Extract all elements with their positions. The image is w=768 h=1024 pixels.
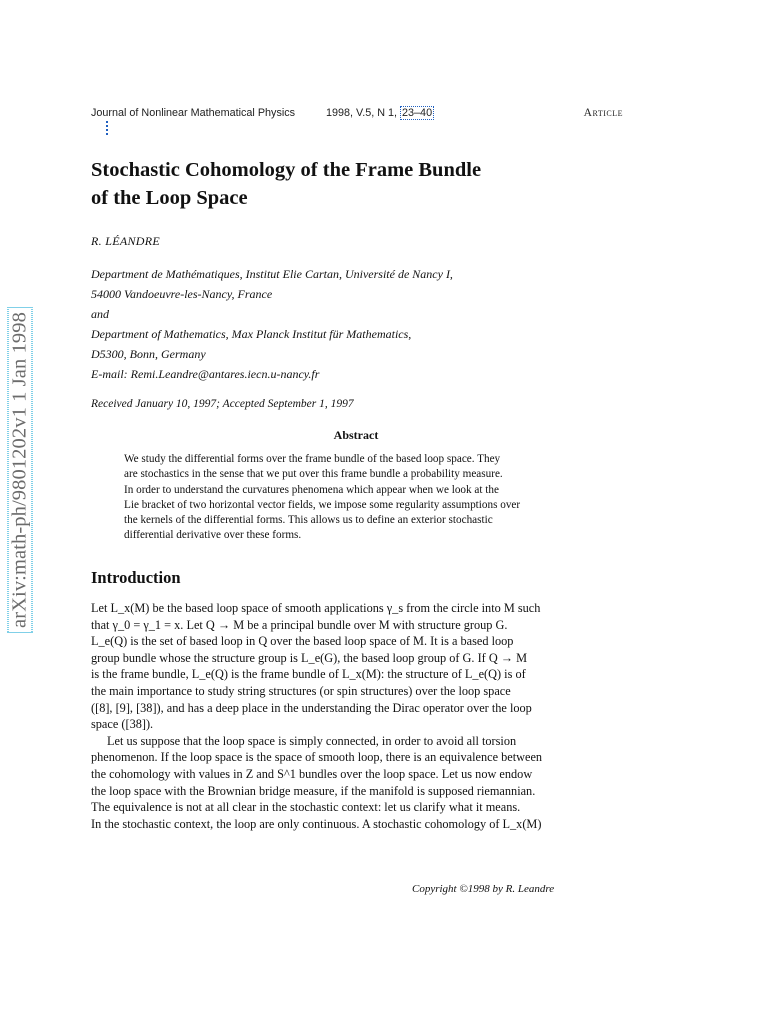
affiliation-line: D5300, Bonn, Germany bbox=[91, 347, 206, 361]
abstract-line: In order to understand the curvatures phenomena which appear when we look at the bbox=[124, 483, 499, 496]
body-line: In the stochastic context, the loop are only continuous. A stochastic cohomology of L_x(M) bbox=[91, 816, 542, 831]
body-line: ([8], [9], [38]), and has a deep place in the understanding the Dirac operator over the loop bbox=[91, 700, 532, 715]
body-line: Let us suppose that the loop space is simply connected, in order to avoid all torsion bbox=[107, 733, 517, 748]
body-line: the main importance to study string structures (or spin structures) over the loop space bbox=[91, 683, 511, 698]
title-line-1: Stochastic Cohomology of the Frame Bundle bbox=[91, 159, 482, 181]
body-line: L_e(Q) is the set of based loop in Q over the based loop space of M. It is a based loop bbox=[91, 634, 514, 649]
title-line-2: of the Loop Space bbox=[91, 187, 248, 209]
article-type: Article bbox=[583, 107, 623, 119]
pages-link[interactable]: 23–40 bbox=[402, 107, 433, 119]
section-heading-introduction: Introduction bbox=[91, 568, 181, 587]
abstract-line: differential derivative over these forms. bbox=[124, 529, 302, 542]
affiliation-line: Department of Mathematics, Max Planck Institut für Mathematics, bbox=[91, 327, 412, 341]
journal-name: Journal of Nonlinear Mathematical Physics bbox=[91, 107, 296, 119]
body-line: The equivalence is not at all clear in the stochastic context: let us clarify what it means. bbox=[91, 800, 521, 815]
volume-text: 1998, V.5, N 1, bbox=[326, 107, 401, 119]
arxiv-stamp-container bbox=[2, 262, 38, 678]
volume-info bbox=[326, 107, 434, 119]
arxiv-id-link[interactable]: arXiv:math-ph/9801202v1 1 Jan 1998 bbox=[8, 307, 33, 633]
copyright-notice: Copyright ©1998 by R. Leandre bbox=[412, 883, 555, 895]
introduction-body bbox=[91, 600, 625, 832]
link-marker bbox=[106, 121, 110, 135]
email-line: E-mail: Remi.Leandre@antares.iecn.u-nancy.fr bbox=[91, 367, 320, 381]
body-line: the cohomology with values in Z and S^1 bundles over the loop space. Let us now endow bbox=[91, 766, 533, 781]
body-line: space ([38]). bbox=[91, 717, 154, 732]
abstract-heading: Abstract bbox=[333, 428, 379, 442]
body-line: the loop space with the Brownian bridge measure, if the manifold is supposed riemannian. bbox=[91, 783, 536, 798]
body-line: phenomenon. If the loop space is the space of smooth loop, there is an equivalence between bbox=[91, 750, 543, 765]
body-line: Let L_x(M) be the based loop space of smooth applications γ_s from the circle into M such bbox=[91, 601, 541, 615]
author-name: R. LÉANDRE bbox=[91, 234, 160, 248]
abstract-line: Lie bracket of two horizontal vector fields, we impose some regularity assumptions over bbox=[124, 498, 521, 511]
affiliation-line: 54000 Vandoeuvre-les-Nancy, France bbox=[91, 287, 273, 301]
abstract-line: We study the differential forms over the frame bundle of the based loop space. They bbox=[124, 453, 501, 465]
paper-title bbox=[91, 156, 481, 212]
abstract-line: are stochastics in the sense that we put over this frame bundle a probability measure. bbox=[124, 468, 503, 481]
affiliation-line: and bbox=[91, 307, 109, 321]
received-date: Received January 10, 1997; Accepted September 1, 1997 bbox=[91, 398, 354, 410]
abstract-body bbox=[124, 452, 589, 544]
body-line: that γ_0 = γ_1 = x. Let Q → M be a principal bundle over M with structure group G. bbox=[91, 617, 508, 632]
affiliation-line: Department de Mathématiques, Institut Elie Cartan, Université de Nancy I, bbox=[91, 267, 453, 281]
abstract-line: the kernels of the differential forms. This allows us to define an exterior stochastic bbox=[124, 514, 493, 527]
affiliations bbox=[91, 264, 453, 384]
body-line: is the frame bundle, L_e(Q) is the frame bundle of L_x(M): the structure of L_e(Q) is of bbox=[91, 667, 526, 682]
body-line: group bundle whose the structure group is L_e(G), the based loop group of G. If Q → M bbox=[91, 650, 528, 665]
